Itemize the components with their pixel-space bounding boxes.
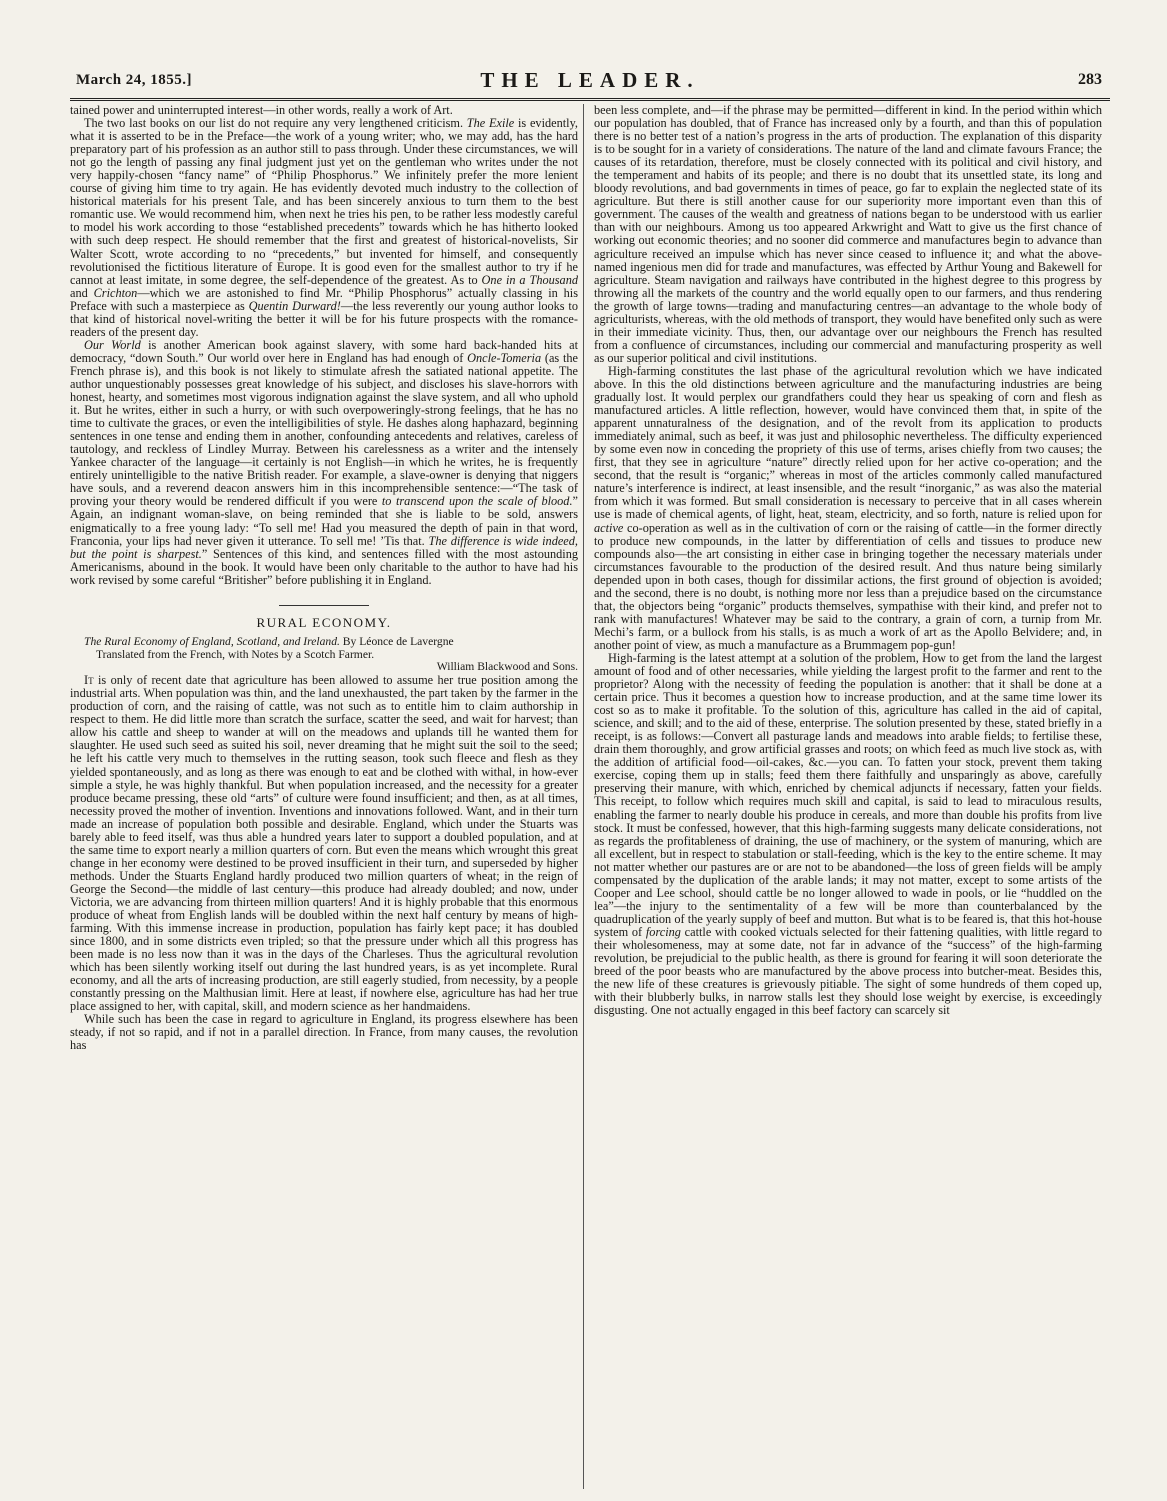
- right-paragraph-1: been less complete, and—if the phrase may be permitted—different in kind. In the period within which our population has doubled, that of France has increased only by a fourth, and than this of population there is no better test of a nation’s progress in the arts of production. The explanation of this disparity is to be sought for in a variety of considerations. The nature of the land and climate favours France; the causes of its retardation, therefore, must be closely connected with its political and civil history, and the temperament and habits of its people; and there is no doubt that its unsettled state, its long and bloody revolutions, and bad governments in times of peace, go far to explain the neglected state of its agriculture. But there is still another cause for our superiority more important even than this of government. The causes of the wealth and greatness of nations began to be understood with us earlier than with our neighbours. Among us too appeared Arkwright and Watt to give us the first chance of working out economic theories; and no sooner did commerce and manufactures begin to advance than agriculture received an impulse which has never since ceased to influence it; and what the above-named ingenious men did for trade and manufactures, was effected by Arthur Young and Bakewell for agriculture. Steam navigation and railways have contributed in the highest degree to this progress by throwing all the markets of the country and the world equally open to our farmers, and thus rendering the growth of large towns—trading and manufacturing centres—an advantage to the whole body of agriculturists, whereas, with the old methods of transport, they would have benefited only such as were in their immediate vicinity. Thus, then, our advantage over our neighbours the French has resulted from a confluence of circumstances, including our commercial and manufacturing prosperity as well as our superior political and civil institutions.: [594, 104, 1102, 365]
- page-number: 283: [1078, 71, 1102, 88]
- section-title-rural-economy: RURAL ECONOMY.: [256, 614, 392, 630]
- issue-date: March 24, 1855.]: [76, 72, 193, 88]
- right-column: [594, 104, 1102, 1489]
- quote-difference: The difference is wide indeed, but the point is sharpest.: [70, 533, 578, 561]
- word-active: active: [594, 520, 624, 535]
- left-paragraph-0: tained power and uninterrupted interest—in other words, really a work of Art.: [70, 104, 453, 117]
- left-column: [70, 104, 578, 1489]
- right-paragraph-3: High-farming is the latest attempt at a solution of the problem, How to get from the land the largest amount of food and of other necessaries, while yielding the largest profit to the farmer and rent to the proprietor? Along with the necessity of feeding the population is another: that it shall be done at a certain price. Thus it becomes a question how to increase production, and at the same time lower its cost so as to make it profitable. To the solution of this, agriculture has called in the aid of capital, science, and skill; and to the aid of these, enterprise. The solution presented by these, stated briefly in a receipt, is as follows:—Convert all pasturage lands and meadows into arable fields; to fertilise these, drain them thoroughly, and grow artificial grasses and roots; on which feed as much live stock as, with the addition of artificial food—oil-cakes, &c.—you can. To fatten your stock, prevent them taking exercise, coping them up in stalls; feed them there faithfully and unsparingly as above, carefully preserving their manure, with which, enriched by chemical adjuncts if necessary, fatten your fields. This receipt, to follow which requires much skill and capital, is said to lead to miraculous results, enabling the farmer to nearly double his produce in cereals, and more than double his profits from live stock. It must be confessed, however, that this high-farming suggests many delicate considerations, not as regards the profitableness of draining, the use of machinery, or the system of manuring, which are all excellent, but in respect to stabulation or stall-feeding, which is the key to the entire scheme. It may not matter whether our pastures are or are not to be abandoned—the loss of green fields will be amply compensated by the duplication of the arable lands; it may not matter, except to some artists of the Cooper and Lee school, should cattle be no longer allowed to wade in pools, or lie “huddled on the lea”—the injury to the sentimentality of a few will be more than counterbalanced by the quadruplication of the yearly supply of beef and mutton. But what is to be feared is, that this hot-house system of forcing cattle with cooked victuals selected for their fattening qualities, with little regard to their wholesomeness, may at some date, not far in advance of the “success” of the high-farming revolution, be prejudicial to the public health, as there is ground for fearing it will soon deteriorate the breed of the poor beasts who are manufactured by the above process into butcher-meat. Besides this, the new life of these creatures is grievously pitiable. The sight of some hundreds of them coped up, with their blubberly bulks, in narrow stalls lest they should lose weight by exercise, is exceedingly disgusting. One not actually engaged in this beef factory can scarcely sit: [594, 650, 1102, 1018]
- drop-word: It: [84, 673, 94, 688]
- phrase-oncle-tomeria: Oncle-Tomeria: [467, 350, 542, 365]
- section-divider: [279, 605, 369, 606]
- newspaper-title: THE LEADER.: [480, 68, 700, 92]
- right-paragraph-2: High-farming constitutes the last phase of the agricultural revolution which we have indicated above. In this the old distinctions between agriculture and the manufacturing industries are being gradually lost. It would perplex our grandfathers could they hear us speaking of corn and flesh as manufactured articles. A little reflection, however, would have convinced them that, in spite of the apparent unnaturalness of the designation, and of the revolt from its application to products immediately animal, such as beef, it was just and philosophic nevertheless. The difficulty experienced by some even now in conceding the propriety of this use of terms, arises chiefly from two causes; the first, that they see in agriculture “nature” directly relied upon for her active co-operation; and the second, that the result is “organic;” whereas in most of the articles commonly called manufactured nature’s interference is indirect, at least insensible, and the result “inorganic,” as was also the material from which it was formed. But small consideration is necessary to perceive that in all cases wherein use is made of chemical agents, of light, heat, steam, electricity, and so forth, nature is relied upon for active co-operation as well as in the cultivation of corn or the raising of cattle—in the former directly to produce new compounds, in the latter by differentiation of cells and tissues to produce new compounds also—the art consisting in either case in bringing together the necessary materials under circumstances favourable to the production of the desired result. And thus nature being similarly depended upon in both cases, though for dissimilar actions, the first ground of objection is avoided; and the second, there is no doubt, is nothing more nor less than a prejudice based on the circumstance that, the objectors being “organic” products themselves, sympathise with their kind, and prefer not to rank with manufactures! Whatever may be said to the contrary, a grain of corn, a turnip from Mr. Mechi’s farm, or a bullock from his stalls, is as much a work of art as the Apollo Belvidere; and, in another point of view, as much a manufacture as a Brummagem pop-gun!: [594, 363, 1102, 652]
- left-paragraph-our-world-review: Our World is another American book against slavery, with some hard back-handed hits at democracy, “down South.” Our world over here in England has had enough of Oncle-Tomeria (as the French phrase is), and this book is not likely to stimulate afresh the satiated national appetite. The author unquestionably possesses great knowledge of his subject, and discloses his slave-horrors with honest, hearty, and sometimes most vigorous indignation against the slave system, and all who uphold it. But he writes, either in such a hurry, or with such overpoweringly-strong feelings, that he has no time to cultivate the graces, or even the intelligibilities of style. He dashes along haphazard, beginning sentences in one tense and ending them in another, confounding antecedents and relatives, careless of tautology, and reckless of Lindley Murray. Between his carelessness as a writer and the intensely Yankee character of the language—it certainly is not English—in which he writes, he is frequently entirely unintelligible to the native British reader. For example, a slave-owner is denying that niggers have souls, and a reverend deacon answers him in this incomprehensible sentence:—“The task of proving your theory would be rendered difficult if you were to transcend upon the scale of blood.” Again, an indignant woman-slave, on being reminded that she is liable to be sold, answers enigmatically to a free young lady: “To sell me! Had you measured the depth of pain in that word, Franconia, your lips had never given it utterance. To sell me! ’Tis that. The difference is wide indeed, but the point is sharpest.” Sentences of this kind, and sentences filled with the most astounding Americanisms, abound in the book. It would have been only charitable to the author to have had his work revised by some careful “Britisher” before publishing it in England.: [70, 337, 578, 587]
- book-title-one-in-a-thousand: One in a Thousand: [481, 272, 578, 287]
- quote-transcend: to transcend upon the scale of blood.: [381, 494, 573, 509]
- left-paragraph-exile-review: The two last books on our list do not require any very lengthened criticism. The Exile is evidently, what it is asserted to be in the Preface—the work of a young writer; who, we may add, has the hard preparatory part of his profession as an author still to pass through. Under these circumstances, we will not go the length of passing any final judgment just yet on the gentleman who writes under the not very happily-chosen “fancy name” of “Philip Phosphorus.” We infinitely prefer the more lenient course of giving him time to try again. He has evidently devoted much industry to the collection of historical materials for his present Tale, and has been sincerely anxious to turn them to the best romantic use. We would recommend him, when next he tries his pen, to be rather less modestly careful to model his work according to those “established precedents” towards which he has hitherto looked with such deep respect. He should remember that the first and greatest of historical-novelists, Sir Walter Scott, wrote according to no “precedents,” but invented for himself, and consequently revolutionised the fictitious literature of Europe. It is good even for the smallest author to try if he cannot at least imitate, in some degree, the self-dependence of the greatest. As to One in a Thousand and Crichton—which we are astonished to find Mr. “Philip Phosphorus” actually classing in his Preface with such a masterpiece as Quentin Durward!—the less reverently our young author looks to that kind of historical novel-writing the better it will be for his future prospects with the romance-readers of the present day.: [70, 116, 578, 339]
- book-author: By Léonce de Lavergne: [339, 634, 454, 648]
- column-rule: [583, 104, 584, 1489]
- left-paragraph-rural-2: While such has been the case in regard to agriculture in England, its progress elsewhere has been steady, if not so rapid, and if not in a parallel direction. In France, from many causes, the revolution has: [70, 1012, 578, 1053]
- book-title-rural-economy: The Rural Economy of England, Scotland, and Ireland.: [84, 634, 340, 648]
- book-title-exile: The Exile: [466, 116, 515, 131]
- left-paragraph-rural-1: It is only of recent date that agriculture has been allowed to assume her true position among the industrial arts. When population was thin, and the land unexhausted, the part taken by the farmer in the production of corn, and the raising of cattle, was not such as to entitle him to claim authorship in respect to them. He did little more than scratch the surface, scatter the seed, and wait for harvest; than allow his cattle and sheep to wander at will on the meadows and uplands till he wanted them for slaughter. He used such seed as suited his soil, never dreaming that he might suit the soil to the seed; he left his cattle very much to themselves in the rutting season, took such fleece and flesh as they yielded spontaneously, and as long as there was enough to eat and be clothed with withal, in how-ever simple a style, he was highly thankful. But when population increased, and the necessity for a greater produce became pressing, these old “arts” of culture were found insufficient; and then, as at all times, necessity proved the mother of invention. Inventions and innovations followed. Want, and in their turn made an increase of population both possible and desirable. England, which under the Stuarts was barely able to feed itself, was thus able a hundred years later to support a doubled population, and at the same time to export nearly a million quarters of corn. But even the means which wrought this great change in her economy were destined to be proved insufficient in their turn, and superseded by higher methods. Under the Stuarts England hardly produced two million quarters of wheat; in the reign of George the Second—the middle of last century—this produce had already doubled; and now, under Victoria, we are advancing from thirteen million quarters! And it is highly probable that this enormous produce of wheat from English lands will be doubled within the next half century by means of high-farming. With this immense increase in production, population has fairly kept pace; it has doubled since 1800, and in some districts even tripled; so that the pressure under which all this progress has been made is no less now than it was in the days of the Charleses. Thus the agricultural revolution which has been silently working itself out during the last hundred years, is as yet incomplete. Rural economy, and all the arts of increasing production, are still eagerly studied, from necessity, by a people constantly pressing on the Malthusian limit. Here at least, if nowhere else, agriculture has had her true place assigned to her, with capital, skill, and modern science as her handmaidens.: [70, 673, 578, 1014]
- word-forcing: forcing: [645, 924, 681, 939]
- book-title-quentin-durward: Quentin Durward!: [248, 298, 341, 313]
- masthead: [70, 68, 1110, 101]
- book-title-crichton: Crichton: [93, 285, 138, 300]
- book-citation: [70, 636, 578, 674]
- book-translation-note: Translated from the French, with Notes by a Scotch Farmer.: [96, 647, 375, 661]
- book-title-our-world: Our World: [84, 337, 141, 352]
- book-publisher: William Blackwood and Sons.: [436, 660, 578, 674]
